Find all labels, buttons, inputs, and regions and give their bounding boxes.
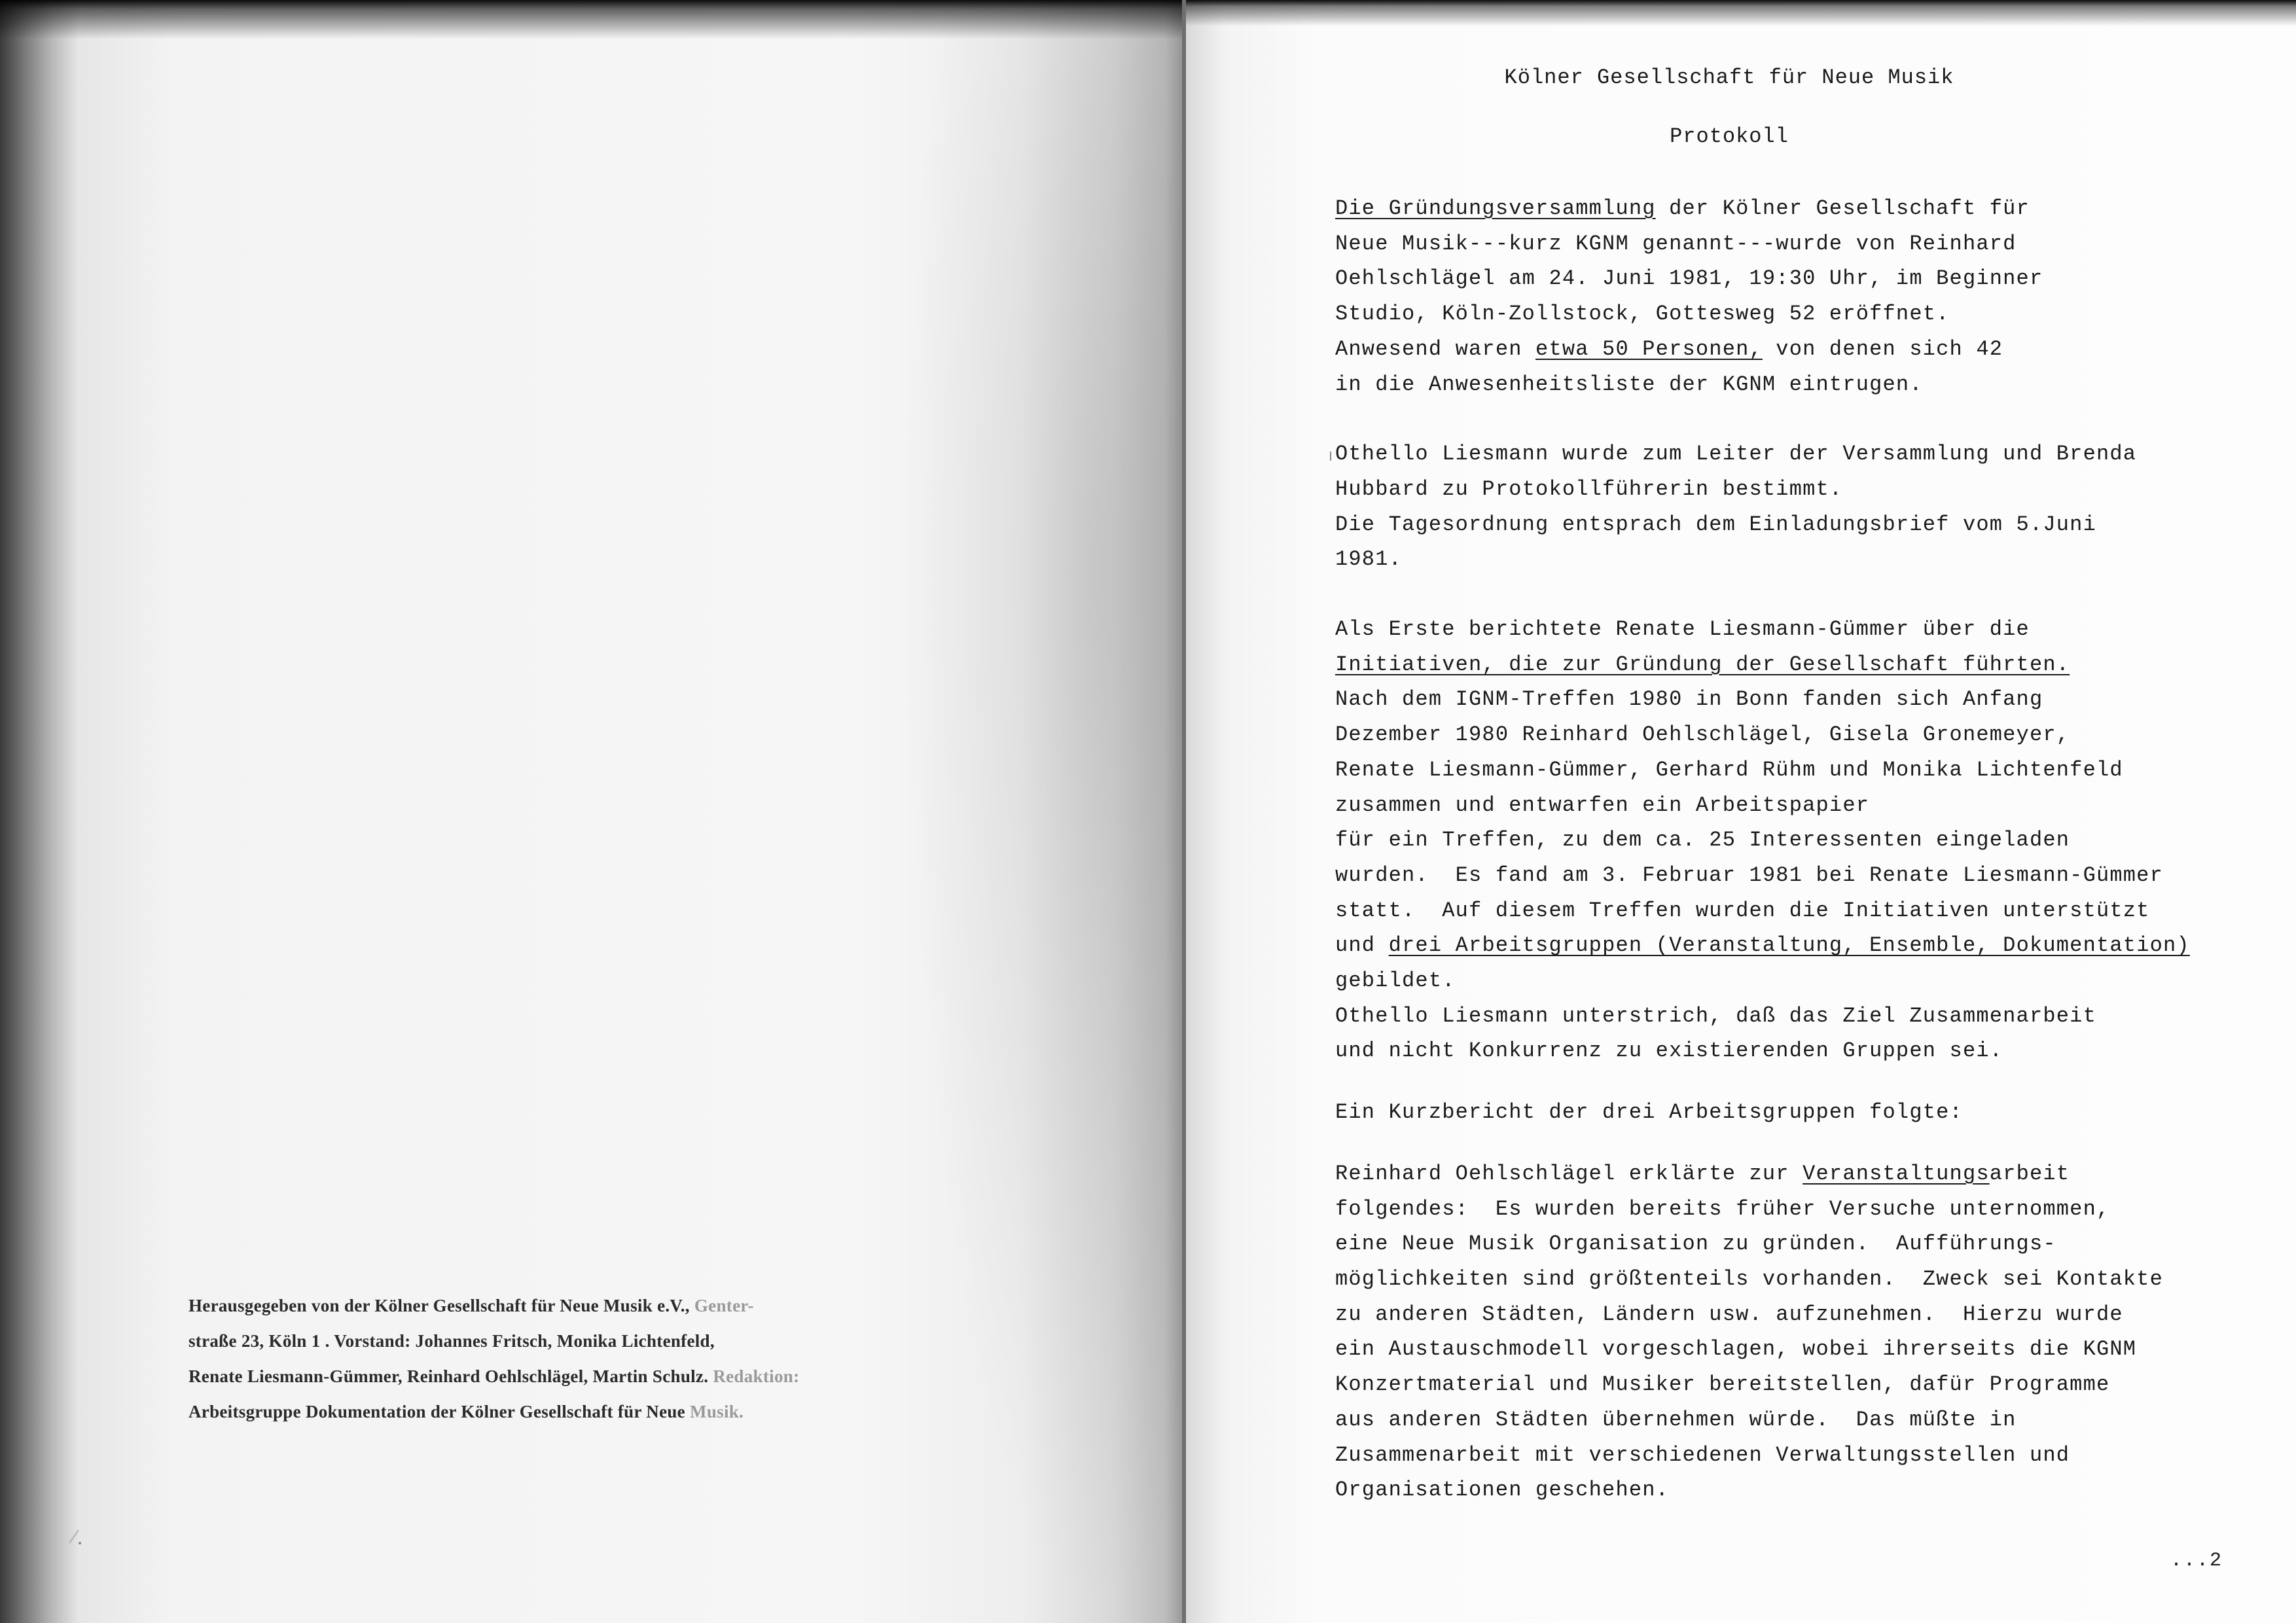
- imprint-line-1: Herausgegeben von der Kölner Gesellschaft für Neue Musik e.V., Genter-: [188, 1296, 754, 1315]
- paragraph-chair: [1335, 437, 2278, 577]
- document-title: Kölner Gesellschaft für Neue Musik: [1504, 65, 1954, 90]
- text-line: Initiativen, die zur Gründung der Gesellschaft führten.: [1335, 652, 2070, 677]
- text-line: Hubbard zu Protokollführerin bestimmt.: [1335, 476, 1843, 501]
- text-line: ein Austauschmodell vorgeschlagen, wobei ihrerseits die KGNM: [1335, 1337, 2137, 1362]
- text-line: wurden. Es fand am 3. Februar 1981 bei Renate Liesmann-Gümmer: [1335, 863, 2163, 887]
- text-line: Neue Musik---kurz KGNM genannt---wurde von Reinhard: [1335, 231, 2017, 256]
- paragraph-reports-intro: Ein Kurzbericht der drei Arbeitsgruppen folgte:: [1335, 1100, 1963, 1125]
- text-line: folgendes: Es wurden bereits früher Versuche unternommen,: [1335, 1196, 2110, 1221]
- text-line: gebildet.: [1335, 969, 1456, 993]
- text-line: statt. Auf diesem Treffen wurden die Initiativen unterstützt: [1335, 898, 2150, 923]
- text-line: Konzertmaterial und Musiker bereitstellen, dafür Programme: [1335, 1372, 2110, 1397]
- text-line: Renate Liesmann-Gümmer, Gerhard Rühm und Monika Lichtenfeld: [1335, 757, 2123, 782]
- text-line: Als Erste berichtete Renate Liesmann-Gümmer über die: [1335, 617, 2030, 642]
- paragraph-events-report: [1335, 1156, 2278, 1508]
- imprint-line-4: Arbeitsgruppe Dokumentation der Kölner Gesellschaft für Neue Musik.: [188, 1402, 744, 1421]
- text-line: aus anderen Städten übernehmen würde. Das müßte in: [1335, 1407, 2017, 1432]
- text-line: Nach dem IGNM-Treffen 1980 in Bonn fanden sich Anfang: [1335, 687, 2043, 712]
- text-line: für ein Treffen, zu dem ca. 25 Interessenten eingeladen: [1335, 828, 2070, 853]
- imprint-line-3: Renate Liesmann-Gümmer, Reinhard Oehlschlägel, Martin Schulz. Redaktion:: [188, 1366, 800, 1386]
- text-line: Studio, Köln-Zollstock, Gottesweg 52 eröffnet.: [1335, 302, 1950, 327]
- text-line: und nicht Konkurrenz zu existierenden Gruppen sei.: [1335, 1039, 2003, 1063]
- document-subtitle: Protokoll: [1670, 124, 1789, 149]
- text-line: zusammen und entwarfen ein Arbeitspapier: [1335, 793, 1870, 817]
- text-line: 1981.: [1335, 547, 1403, 572]
- text-line: Dezember 1980 Reinhard Oehlschlägel, Gisela Gronemeyer,: [1335, 722, 2070, 747]
- text-line: zu anderen Städten, Ländern usw. aufzunehmen. Hierzu wurde: [1335, 1302, 2123, 1327]
- protocol-body: [1335, 191, 2278, 1508]
- paragraph-initiatives: [1335, 612, 2278, 1069]
- text-line: Oehlschlägel am 24. Juni 1981, 19:30 Uhr, im Beginner: [1335, 266, 2043, 291]
- text-line: Die Gründungsversammlung der Kölner Gesellschaft für: [1335, 196, 2030, 221]
- text-line: möglichkeiten sind größtenteils vorhanden. Zweck sei Kontakte: [1335, 1266, 2163, 1291]
- text-line: und drei Arbeitsgruppen (Veranstaltung, Ensemble, Dokumentation): [1335, 933, 2190, 958]
- paragraph-founding: [1335, 191, 2278, 402]
- text-line: in die Anwesenheitsliste der KGNM eintrugen.: [1335, 372, 1923, 397]
- page-number: ...2: [2170, 1550, 2223, 1572]
- text-line: Othello Liesmann unterstrich, daß das Ziel Zusammenarbeit: [1335, 1003, 2096, 1028]
- text-line: Organisationen geschehen.: [1335, 1478, 1670, 1503]
- text-line: Zusammenarbeit mit verschiedenen Verwaltungsstellen und: [1335, 1442, 2070, 1467]
- text-line: eine Neue Musik Organisation zu gründen. Aufführungs-: [1335, 1232, 2056, 1257]
- imprint: [188, 1288, 1052, 1429]
- text-line: Reinhard Oehlschlägel erklärte zur Veranstaltungsarbeit: [1335, 1161, 2070, 1186]
- text-line: Anwesend waren etwa 50 Personen, von denen sich 42: [1335, 336, 2003, 361]
- text-line: Othello Liesmann wurde zum Leiter der Versammlung und Brenda: [1335, 442, 2137, 467]
- text-line: Die Tagesordnung entsprach dem Einladungsbrief vom 5.Juni: [1335, 512, 2096, 537]
- imprint-line-2: straße 23, Köln 1 . Vorstand: Johannes Fritsch, Monika Lichtenfeld,: [188, 1331, 715, 1351]
- margin-tick: [1330, 452, 1331, 461]
- pencil-mark: [79, 1542, 81, 1544]
- pencil-stroke: [69, 1530, 79, 1544]
- right-page: [1186, 0, 2296, 1623]
